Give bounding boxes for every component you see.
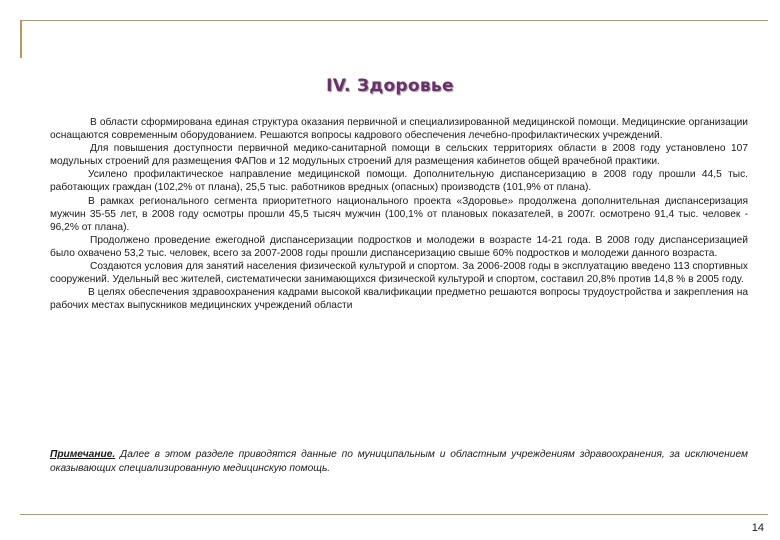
paragraph-prevention: Усилено профилактическое направление медицинской помощи. Дополнительную диспансеризацию в 2008 году прошли 44,5 тыс. работающих граждан (102,2% от плана), 25,5 тыс. работников вредных (опасных) производств (101,9% от плана).: [50, 169, 748, 194]
footnote: [50, 448, 748, 476]
frame-top-rule: [20, 20, 768, 21]
frame-left-rule: [20, 20, 22, 58]
section-body: [50, 116, 748, 312]
footnote-label: Примечание.: [50, 449, 116, 460]
paragraph-national-project: В рамках регионального сегмента приоритетного национального проекта «Здоровье» продолжена дополнительная диспансеризация мужчин 35-55 лет, в 2008 году осмотры прошли 45,5 тысяч мужчин (100,1% от плановых показателей, в 2007г. осмотрено 91,4 тыс. человек - 96,2% от плана).: [50, 195, 748, 233]
page-number: 14: [751, 522, 764, 534]
footnote-text: Далее в этом разделе приводятся данные по муниципальным и областным учреждениям здравоохранения, за исключением оказывающих специализированную медицинскую помощь.: [50, 449, 748, 474]
paragraph-sport: Создаются условия для занятий населения физической культурой и спортом. За 2006-2008 годы в эксплуатацию введено 113 спортивных сооружений. Удельный вес жителей, систематически занимающихся физической культурой и спортом, составил 20,8% против 14,8 % в 2005 году.: [50, 261, 748, 286]
paragraph-staffing: В целях обеспечения здравоохранения кадрами высокой квалификации предметно решаются вопросы трудоустройства и закрепления на рабочих местах выпускников медицинских учреждений области: [50, 287, 748, 312]
paragraph-rural-access: Для повышения доступности первичной медико-санитарной помощи в сельских территориях области в 2008 году установлено 107 модульных строений для размещения ФАПов и 12 модульных строений для размещения кабинетов общей врачебной практики.: [50, 143, 748, 168]
frame-bottom-rule: [20, 514, 768, 515]
paragraph-structure: В области сформирована единая структура оказания первичной и специализированной медицинской помощи. Медицинские организации оснащаются современным оборудованием. Решаются вопросы кадрового обеспечения лечебно-профилактических учреждений.: [50, 117, 748, 142]
paragraph-youth-screening: Продолжено проведение ежегодной диспансеризации подростков и молодежи в возрасте 14-21 года. В 2008 году диспансеризацией было охвачено 53,2 тыс. человек, всего за 2007-2008 годы прошли диспансеризацию свыше 60% подростков и молодежи данного возраста.: [50, 234, 748, 259]
section-title: IV. Здоровье: [326, 76, 454, 96]
